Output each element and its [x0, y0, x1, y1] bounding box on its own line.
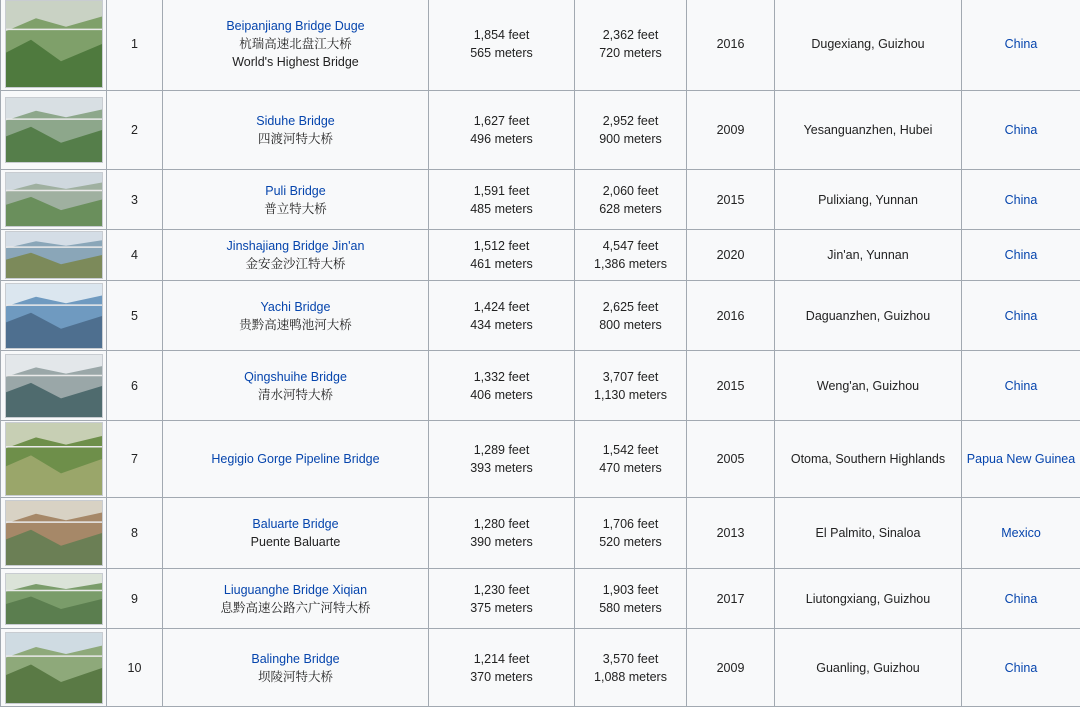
rank-cell [107, 421, 163, 498]
name-cell [163, 0, 429, 91]
bridge-alt-name: 坝陵河特大桥 [257, 669, 333, 684]
bridge-name-link[interactable]: Puli Bridge [265, 183, 326, 198]
name-cell [163, 569, 429, 629]
table-row [1, 629, 1080, 707]
height-cell [429, 91, 575, 170]
span-cell [575, 170, 687, 230]
height-meters: 434 meters [470, 317, 533, 332]
height-meters: 370 meters [470, 669, 533, 684]
bridge-name-link[interactable]: Liuguanghe Bridge Xiqian [223, 582, 368, 597]
span-meters: 520 meters [599, 535, 662, 549]
bridge-alt-name: Puente Baluarte [250, 535, 341, 549]
thumbnail-cell [1, 421, 107, 498]
location: Yesanguanzhen, Hubei [803, 123, 933, 137]
rank: 1 [131, 36, 138, 51]
rank: 2 [131, 123, 138, 137]
location-cell [775, 569, 962, 629]
bridge-name-link[interactable]: Qingshuihe Bridge [244, 369, 347, 384]
span-meters: 628 meters [599, 201, 662, 216]
span-feet: 2,362 feet [602, 27, 659, 42]
bridge-alt-name: 息黔高速公路六广河特大桥 [220, 600, 371, 615]
rank: 6 [131, 378, 138, 393]
country-link[interactable]: China [1004, 192, 1038, 207]
year-cell [687, 230, 775, 281]
span-cell [575, 230, 687, 281]
height-feet: 1,214 feet [473, 651, 530, 666]
span-meters: 470 meters [599, 461, 662, 475]
location-cell [775, 281, 962, 351]
year: 2015 [716, 378, 745, 393]
table-row [1, 421, 1080, 498]
rank-cell [107, 170, 163, 230]
location-cell [775, 498, 962, 569]
name-cell [163, 230, 429, 281]
thumbnail-cell [1, 281, 107, 351]
height-cell [429, 629, 575, 707]
bridge-alt-name: 贵黔高速鸭池河大桥 [239, 317, 352, 332]
table-row [1, 351, 1080, 421]
year-cell [687, 351, 775, 421]
year: 2013 [716, 526, 745, 540]
span-cell [575, 91, 687, 170]
span-cell [575, 498, 687, 569]
span-feet: 1,706 feet [602, 517, 659, 531]
bridge-name-link[interactable]: Balinghe Bridge [251, 651, 340, 666]
table-row [1, 170, 1080, 230]
bridge-photo[interactable] [5, 0, 103, 88]
location-cell [775, 0, 962, 91]
year-cell [687, 629, 775, 707]
height-feet: 1,280 feet [473, 517, 530, 531]
span-cell [575, 351, 687, 421]
bridge-name-link[interactable]: Siduhe Bridge [256, 114, 335, 128]
span-feet: 1,903 feet [602, 582, 659, 597]
rank-cell [107, 569, 163, 629]
country-link[interactable]: China [1004, 308, 1038, 323]
country-link[interactable]: Papua New Guinea [966, 452, 1076, 466]
country-cell [962, 569, 1080, 629]
bridge-photo[interactable] [5, 573, 103, 625]
name-cell [163, 170, 429, 230]
location: Liutongxiang, Guizhou [805, 591, 931, 606]
country-cell [962, 170, 1080, 230]
table-row [1, 0, 1080, 91]
height-cell [429, 0, 575, 91]
name-cell [163, 281, 429, 351]
country-link[interactable]: China [1004, 36, 1038, 51]
bridge-name-link[interactable]: Yachi Bridge [260, 299, 331, 314]
height-meters: 485 meters [470, 201, 533, 216]
span-meters: 580 meters [599, 600, 662, 615]
table-row [1, 281, 1080, 351]
rank: 5 [131, 308, 138, 323]
country-link[interactable]: China [1004, 248, 1038, 262]
country-cell [962, 351, 1080, 421]
bridge-photo[interactable] [5, 422, 103, 496]
country-link[interactable]: China [1004, 123, 1038, 137]
bridge-photo[interactable] [5, 500, 103, 566]
name-cell [163, 629, 429, 707]
location: Weng'an, Guizhou [816, 378, 920, 393]
rank: 4 [131, 248, 138, 262]
year-cell [687, 498, 775, 569]
height-meters: 375 meters [470, 600, 533, 615]
bridge-alt-name: 金安金沙江特大桥 [245, 257, 346, 271]
year: 2009 [716, 123, 745, 137]
rank-cell [107, 498, 163, 569]
height-feet: 1,591 feet [473, 183, 530, 198]
location-cell [775, 91, 962, 170]
span-meters: 720 meters [599, 45, 662, 60]
location: Daguanzhen, Guizhou [805, 308, 931, 323]
span-feet: 2,952 feet [602, 114, 659, 128]
location-cell [775, 170, 962, 230]
height-feet: 1,230 feet [473, 582, 530, 597]
bridge-photo[interactable] [5, 97, 103, 163]
country-cell [962, 91, 1080, 170]
year-cell [687, 91, 775, 170]
table-row [1, 91, 1080, 170]
year: 2020 [716, 248, 745, 262]
height-meters: 390 meters [470, 535, 533, 549]
year: 2015 [716, 192, 745, 207]
thumbnail-cell [1, 498, 107, 569]
bridge-photo[interactable] [5, 172, 103, 227]
country-link[interactable]: China [1004, 378, 1038, 393]
height-feet: 1,424 feet [473, 299, 530, 314]
height-cell [429, 351, 575, 421]
height-feet: 1,332 feet [473, 369, 530, 384]
rank: 9 [131, 591, 138, 606]
country-link[interactable]: Mexico [1001, 526, 1041, 540]
span-cell [575, 629, 687, 707]
bridge-name-link[interactable]: Jinshajiang Bridge Jin'an [226, 239, 365, 253]
height-cell [429, 569, 575, 629]
rank: 3 [131, 192, 138, 207]
rank-cell [107, 91, 163, 170]
height-meters: 496 meters [470, 132, 533, 146]
year-cell [687, 170, 775, 230]
span-feet: 1,542 feet [602, 443, 659, 457]
span-meters: 1,130 meters [594, 387, 667, 402]
span-meters: 800 meters [599, 317, 662, 332]
bridge-alt-name: 清水河特大桥 [257, 387, 333, 402]
span-cell [575, 421, 687, 498]
rank: 7 [131, 452, 138, 466]
location-cell [775, 351, 962, 421]
year: 2017 [716, 591, 745, 606]
height-meters: 393 meters [470, 461, 533, 475]
rank-cell [107, 0, 163, 91]
bridge-note: World's Highest Bridge [232, 54, 359, 69]
height-feet: 1,627 feet [473, 114, 530, 128]
span-feet: 3,707 feet [602, 369, 659, 384]
thumbnail-cell [1, 170, 107, 230]
height-cell [429, 281, 575, 351]
bridge-alt-name: 普立特大桥 [264, 201, 327, 216]
height-cell [429, 170, 575, 230]
location: El Palmito, Sinaloa [815, 526, 921, 540]
span-meters: 1,386 meters [594, 257, 667, 271]
thumbnail-cell [1, 569, 107, 629]
table-row [1, 230, 1080, 281]
span-cell [575, 569, 687, 629]
location: Guanling, Guizhou [816, 660, 920, 675]
span-cell [575, 0, 687, 91]
year-cell [687, 0, 775, 91]
height-feet: 1,289 feet [473, 443, 530, 457]
rank: 10 [127, 660, 142, 675]
bridge-alt-name: 四渡河特大桥 [257, 132, 333, 146]
thumbnail-cell [1, 629, 107, 707]
bridge-name-link[interactable]: Baluarte Bridge [252, 517, 339, 531]
country-cell [962, 421, 1080, 498]
country-cell [962, 281, 1080, 351]
year: 2005 [716, 452, 745, 466]
span-cell [575, 281, 687, 351]
location-cell [775, 421, 962, 498]
location-cell [775, 230, 962, 281]
country-cell [962, 0, 1080, 91]
location-cell [775, 629, 962, 707]
bridge-alt-name: 杭瑞高速北盘江大桥 [239, 36, 352, 51]
span-meters: 900 meters [599, 132, 662, 146]
thumbnail-cell [1, 230, 107, 281]
rank-cell [107, 629, 163, 707]
height-meters: 406 meters [470, 387, 533, 402]
year-cell [687, 569, 775, 629]
bridge-name-link[interactable]: Beipanjiang Bridge Duge [226, 18, 365, 33]
country-cell [962, 230, 1080, 281]
height-feet: 1,854 feet [473, 27, 530, 42]
thumbnail-cell [1, 91, 107, 170]
height-cell [429, 421, 575, 498]
height-meters: 565 meters [470, 45, 533, 60]
table-row [1, 498, 1080, 569]
height-meters: 461 meters [470, 257, 533, 271]
height-feet: 1,512 feet [473, 239, 530, 253]
name-cell [163, 91, 429, 170]
year-cell [687, 421, 775, 498]
name-cell [163, 351, 429, 421]
rank-cell [107, 281, 163, 351]
location: Pulixiang, Yunnan [818, 192, 918, 207]
year: 2016 [716, 308, 745, 323]
height-cell [429, 498, 575, 569]
bridge-photo[interactable] [5, 231, 103, 279]
rank-cell [107, 351, 163, 421]
bridge-photo[interactable] [5, 283, 103, 349]
location: Jin'an, Yunnan [827, 248, 909, 262]
country-link[interactable]: China [1004, 591, 1038, 606]
height-cell [429, 230, 575, 281]
year: 2009 [716, 660, 745, 675]
table-row [1, 569, 1080, 629]
name-cell [163, 421, 429, 498]
span-feet: 2,625 feet [602, 299, 659, 314]
rank-cell [107, 230, 163, 281]
span-meters: 1,088 meters [594, 669, 667, 684]
thumbnail-cell [1, 0, 107, 91]
country-link[interactable]: China [1004, 660, 1038, 675]
country-cell [962, 629, 1080, 707]
bridge-name-link[interactable]: Hegigio Gorge Pipeline Bridge [211, 452, 380, 466]
thumbnail-cell [1, 351, 107, 421]
span-feet: 4,547 feet [602, 239, 659, 253]
location: Dugexiang, Guizhou [811, 36, 925, 51]
country-cell [962, 498, 1080, 569]
span-feet: 3,570 feet [602, 651, 659, 666]
rank: 8 [131, 526, 138, 540]
bridge-photo[interactable] [5, 354, 103, 418]
name-cell [163, 498, 429, 569]
year-cell [687, 281, 775, 351]
year: 2016 [716, 36, 745, 51]
location: Otoma, Southern Highlands [790, 452, 946, 466]
bridge-photo[interactable] [5, 632, 103, 704]
span-feet: 2,060 feet [602, 183, 659, 198]
